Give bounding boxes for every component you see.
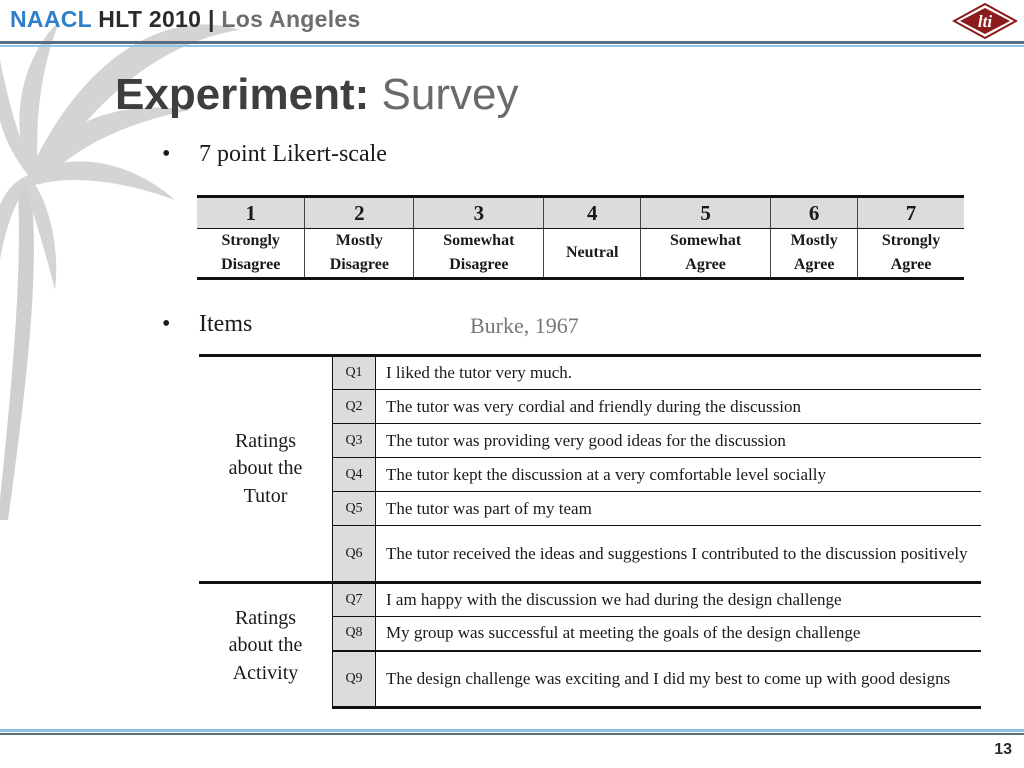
likert-point: 4 [544,197,641,229]
lti-logo [952,2,1018,40]
question-text: My group was successful at meeting the goals of the design challenge [376,617,982,651]
logo-text: lti [977,12,993,31]
likert-point: 3 [414,197,544,229]
question-id: Q8 [333,617,376,651]
likert-numbers-row [197,197,964,229]
likert-label: Neutral [544,229,641,279]
question-text: The tutor kept the discussion at a very comfortable level socially [376,458,982,492]
conference-event: HLT 2010 [98,6,202,32]
page-number: 13 [994,741,1012,758]
likert-scale-table [197,195,964,280]
question-id: Q6 [333,526,376,583]
question-id: Q4 [333,458,376,492]
header-separator: | [207,6,215,32]
footer-divider-accent [0,729,1024,732]
table-row [199,583,981,617]
title-bold: Experiment: [115,70,370,119]
question-text: The design challenge was exciting and I did my best to come up with good designs [376,651,982,708]
slide-title [115,70,518,120]
table-row [199,356,981,390]
conference-city: Los Angeles [221,6,361,32]
likert-label: Somewhat Agree [640,229,770,279]
question-id: Q9 [333,651,376,708]
question-id: Q5 [333,492,376,526]
header-divider [0,41,1024,44]
question-text: I am happy with the discussion we had during the design challenge [376,583,982,617]
question-id: Q1 [333,356,376,390]
likert-label: Mostly Disagree [305,229,414,279]
bullet-likert [162,141,387,168]
likert-point: 5 [640,197,770,229]
conference-acronym: NAACL [10,6,92,32]
group-label-tutor: Ratings about the Tutor [199,356,333,583]
citation: Burke, 1967 [470,313,579,338]
bullet-items-text: Items [199,311,253,337]
bullet-likert-text: 7 point Likert-scale [199,141,387,167]
bullet-dot-icon: • [162,141,171,167]
likert-label: Somewhat Disagree [414,229,544,279]
likert-point: 6 [771,197,858,229]
slide-header [0,0,1024,46]
likert-point: 1 [197,197,305,229]
bullet-dot-icon: • [162,311,171,337]
likert-label: Mostly Agree [771,229,858,279]
likert-labels-row [197,229,964,279]
conference-name [10,6,361,33]
question-id: Q2 [333,390,376,424]
header-divider-accent [0,45,1024,47]
footer-divider [0,733,1024,735]
question-text: The tutor was part of my team [376,492,982,526]
likert-point: 2 [305,197,414,229]
question-text: The tutor was very cordial and friendly during the discussion [376,390,982,424]
question-text: I liked the tutor very much. [376,356,982,390]
likert-point: 7 [858,197,964,229]
survey-items-table [199,354,981,709]
likert-label: Strongly Disagree [197,229,305,279]
group-label-activity: Ratings about the Activity [199,583,333,708]
title-light: Survey [381,70,519,119]
question-text: The tutor was providing very good ideas for the discussion [376,424,982,458]
likert-label: Strongly Agree [858,229,964,279]
question-id: Q7 [333,583,376,617]
question-text: The tutor received the ideas and suggestions I contributed to the discussion positively [376,526,982,583]
bullet-items [162,311,252,338]
question-id: Q3 [333,424,376,458]
